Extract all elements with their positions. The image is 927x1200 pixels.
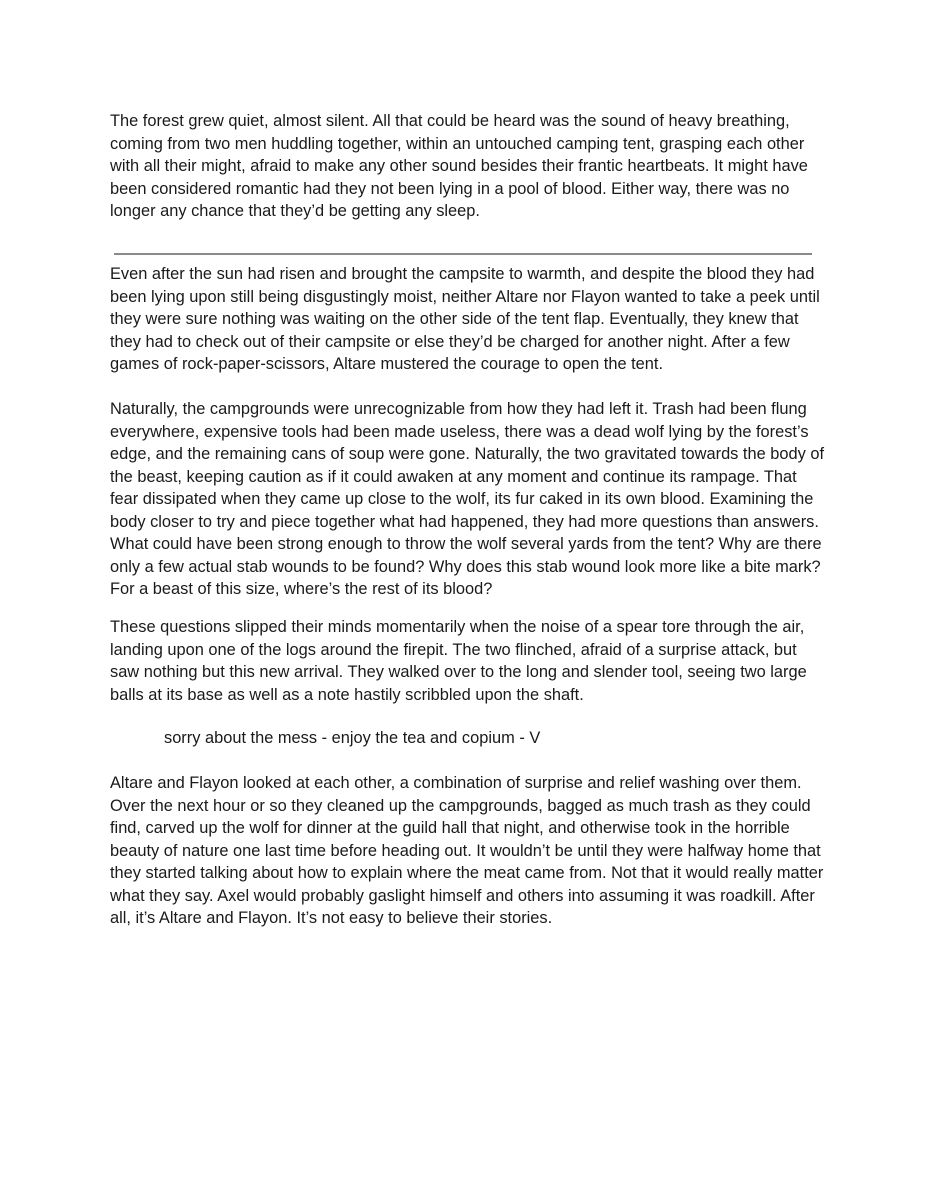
paragraph-3: Naturally, the campgrounds were unrecognizable from how they had left it. Trash had been flung everywhere, expensive tools had been made useless, there was a dead wolf lying by the forest’s edge, and the remaining cans of soup were gone. Naturally, the two gravitated towards the body of the beast, keeping caution as if it could awaken at any moment and continue its rampage. That fear dissipated when they came up close to the wolf, its fur caked in its own blood. Examining the body closer to try and piece together what had happened, they had more questions than answers. What could have been strong enough to throw the wolf several yards from the tent? Why are there only a few actual stab wounds to be found? Why does this stab wound look more like a bite mark? For a beast of this size, where’s the rest of its blood?	[110, 400, 825, 598]
paragraph-1: The forest grew quiet, almost silent. All that could be heard was the sound of heavy breathing, coming from two men huddling together, within an untouched camping tent, grasping each other with all their might, afraid to make any other sound besides their frantic heartbeats. It might have been considered romantic had they not been lying in a pool of blood. Either way, there was no longer any chance that they’d be getting any sleep.	[110, 112, 808, 220]
paragraph-2: Even after the sun had risen and brought the campsite to warmth, and despite the blood they had been lying upon still being disgustingly moist, neither Altare nor Flayon wanted to take a peek until they were sure nothing was waiting on the other side of the tent flap. Eventually, they knew that they had to check out of their campsite or else they’d be charged for another night. After a few games of rock-paper-scissors, Altare mustered the courage to open the tent.	[110, 265, 820, 373]
paragraph-5: Altare and Flayon looked at each other, a combination of surprise and relief washing over them. Over the next hour or so they cleaned up the campgrounds, bagged as much trash as they could find, carved up the wolf for dinner at the guild hall that night, and otherwise took in the horrible beauty of nature one last time before heading out. It wouldn’t be until they were halfway home that they started talking about how to explain where the meat came from. Not that it would really matter what they say. Axel would probably gaslight himself and others into assuming it was roadkill. After all, it’s Altare and Flayon. It’s not easy to believe their stories.	[110, 774, 824, 927]
section-divider	[114, 253, 812, 255]
spear-note: sorry about the mess - enjoy the tea and copium - V	[164, 729, 541, 747]
paragraph-4: These questions slipped their minds momentarily when the noise of a spear tore through the air, landing upon one of the logs around the firepit. The two flinched, afraid of a surprise attack, but saw nothing but this new arrival. They walked over to the long and slender tool, seeing two large balls at its base as well as a note hastily scribbled upon the shaft.	[110, 618, 807, 704]
